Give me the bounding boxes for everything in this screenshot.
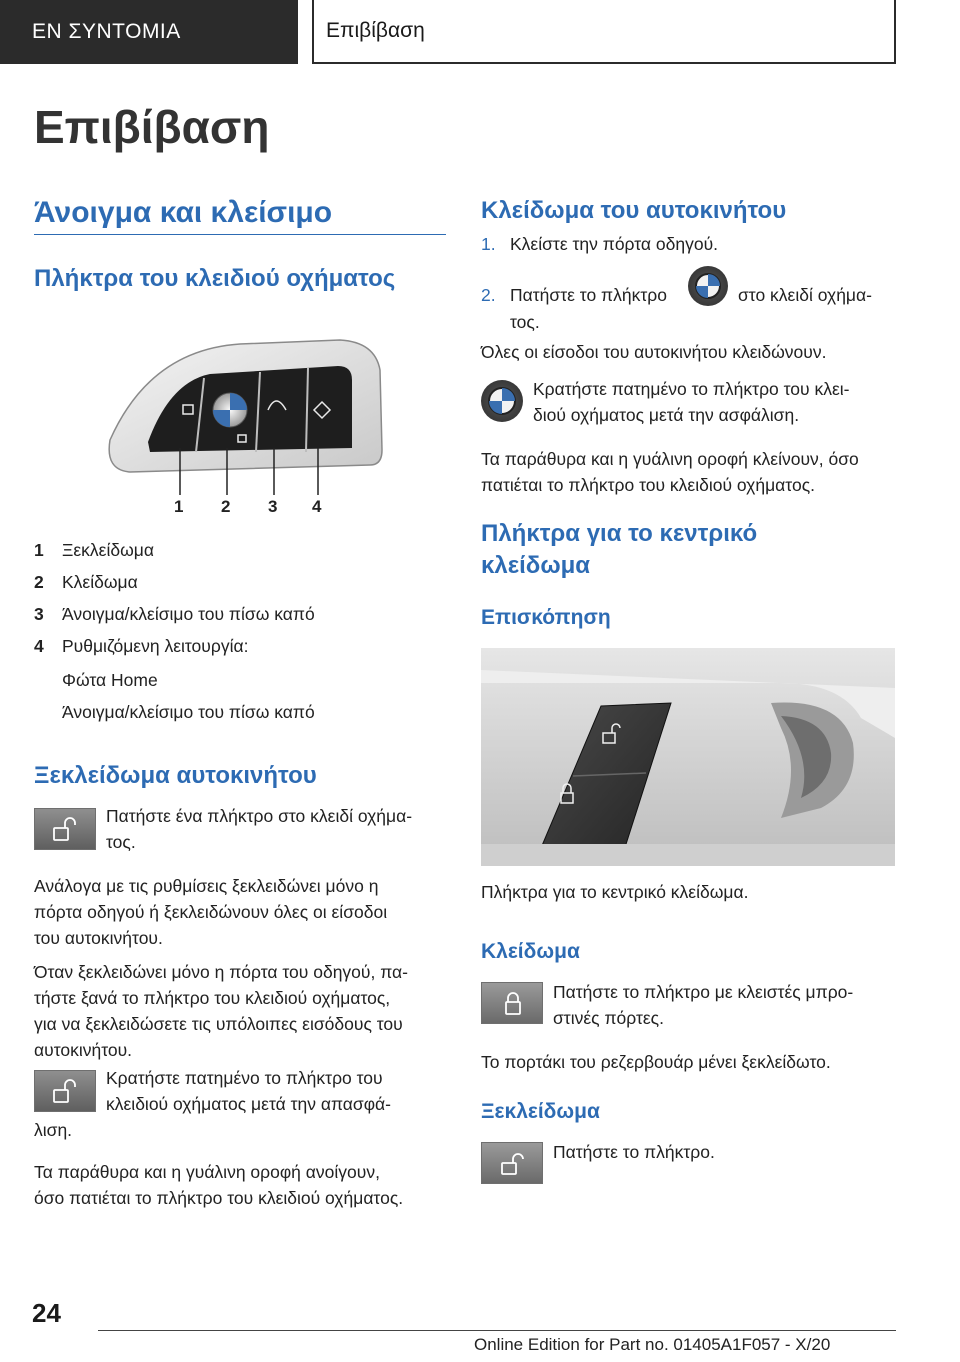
heading-rule: [34, 234, 446, 235]
para-driver-1: Όταν ξεκλειδώνει μόνο η πόρτα του οδηγού, πα-: [34, 962, 408, 982]
door-lock-buttons-photo: [481, 648, 895, 866]
section-heading-open-close: Άνοιγμα και κλείσιμο: [34, 196, 333, 229]
unlock-step-line2: τος.: [106, 832, 136, 852]
lock-text-line2: στινές πόρτες.: [553, 1008, 664, 1028]
header-chapter-tab: [312, 0, 896, 64]
step-2-number: 2.: [481, 285, 496, 305]
para-driver-3: για να ξεκλειδώσετε τις υπόλοιπες εισόδους του: [34, 1014, 403, 1034]
hold-unlock-line3: λιση.: [34, 1120, 73, 1140]
page-number: 24: [32, 1298, 61, 1328]
step-2-text-a: Πατήστε το πλήκτρο: [510, 285, 667, 305]
page-title: Επιβίβαση: [34, 101, 270, 153]
para-driver-4: αυτοκινήτου.: [34, 1040, 133, 1060]
legend-text-1: Ξεκλείδωμα: [62, 540, 154, 560]
unlock-hold-button-icon: [34, 1070, 96, 1112]
header-chapter-label: Επιβίβαση: [326, 19, 425, 42]
legend-text-2: Κλείδωμα: [62, 572, 138, 592]
subheading-lock: Κλείδωμα: [481, 940, 580, 963]
legend-num-1: 1: [34, 540, 44, 560]
callout-1: 1: [174, 497, 184, 516]
subheading-key-buttons: Πλήκτρα του κλειδιού οχήματος: [34, 265, 396, 292]
unlock-button-icon: [34, 808, 96, 850]
para-windows-close-1: Τα παράθυρα και η γυάλινη οροφή κλείνουν, όσο: [481, 449, 859, 469]
step-2-text-b: στο κλειδί οχήμα-: [738, 285, 872, 305]
subheading-lock-car: Κλείδωμα του αυτοκινήτου: [481, 197, 787, 224]
subheading-central-locking-line1: Πλήκτρα για το κεντρικό: [481, 520, 758, 547]
step-1-number: 1.: [481, 234, 496, 254]
subheading-unlock-car: Ξεκλείδωμα αυτοκινήτου: [34, 762, 317, 789]
legend-text-4: Ρυθμιζόμενη λειτουργία:: [62, 636, 249, 656]
callout-2: 2: [221, 497, 231, 516]
para-driver-2: τήστε ξανά το πλήκτρο του κλειδιού οχήματος,: [34, 988, 391, 1008]
footer-rule: [98, 1330, 896, 1331]
header-section-tab: [0, 0, 298, 64]
legend-num-4: 4: [34, 636, 44, 656]
legend-num-3: 3: [34, 604, 44, 624]
lock-button-icon: [481, 982, 543, 1024]
para-windows-open-1: Τα παράθυρα και η γυάλινη οροφή ανοίγουν,: [34, 1162, 380, 1182]
legend-sub-2: Άνοιγμα/κλείσιμο του πίσω καπό: [62, 702, 315, 722]
hold-unlock-line2: κλειδιού οχήματος μετά την απασφά-: [106, 1094, 391, 1114]
legend-text-3: Άνοιγμα/κλείσιμο του πίσω καπό: [62, 604, 315, 624]
subheading-overview: Επισκόπηση: [481, 606, 611, 629]
unlock-central-button-icon: [481, 1142, 543, 1184]
para-settings-1: Ανάλογα με τις ρυθμίσεις ξεκλειδώνει μόνο η: [34, 876, 379, 896]
legend-num-2: 2: [34, 572, 44, 592]
key-fob-illustration: [90, 330, 390, 520]
header-section-label: ΕΝ ΣΥΝΤΟΜΙΑ: [32, 20, 181, 43]
footer-edition: Online Edition for Part no. 01405A1F057 - X/20: [474, 1335, 831, 1354]
callout-3: 3: [268, 497, 278, 516]
unlock-step-line1: Πατήστε ένα πλήκτρο στο κλειδί οχήμα-: [106, 806, 413, 826]
hold-unlock-line1: Κρατήστε πατημένο το πλήκτρο του: [106, 1068, 383, 1088]
photo-caption: Πλήκτρα για το κεντρικό κλείδωμα.: [481, 882, 749, 902]
all-entrances-locked: Όλες οι είσοδοι του αυτοκινήτου κλειδώνουν.: [481, 342, 827, 362]
para-settings-2: πόρτα οδηγού ή ξεκλειδώνουν όλες οι είσοδοι: [34, 902, 388, 922]
subheading-unlock: Ξεκλείδωμα: [481, 1100, 600, 1123]
fuel-flap-note: Το πορτάκι του ρεζερβουάρ μένει ξεκλείδωτο.: [481, 1052, 831, 1072]
bmw-key-button-icon: [688, 266, 728, 306]
para-windows-open-2: όσο πατιέται το πλήκτρο του κλειδιού οχήματος.: [34, 1188, 404, 1208]
step-2-text-c: τος.: [510, 312, 540, 332]
unlock-central-text: Πατήστε το πλήκτρο.: [553, 1142, 715, 1162]
para-windows-close-2: πατιέται το πλήκτρο του κλειδιού οχήματος.: [481, 475, 815, 495]
bmw-key-hold-icon: [481, 380, 523, 422]
step-1-text: Κλείστε την πόρτα οδηγού.: [510, 234, 719, 254]
legend-sub-1: Φώτα Home: [62, 670, 158, 690]
subheading-central-locking-line2: κλείδωμα: [481, 552, 591, 579]
callout-4: 4: [312, 497, 322, 516]
lock-text-line1: Πατήστε το πλήκτρο με κλειστές μπρο-: [553, 982, 854, 1002]
para-settings-3: του αυτοκινήτου.: [34, 928, 163, 948]
hold-lock-line2: διού οχήματος μετά την ασφάλιση.: [533, 405, 800, 425]
hold-lock-line1: Κρατήστε πατημένο το πλήκτρο του κλει-: [533, 379, 850, 399]
